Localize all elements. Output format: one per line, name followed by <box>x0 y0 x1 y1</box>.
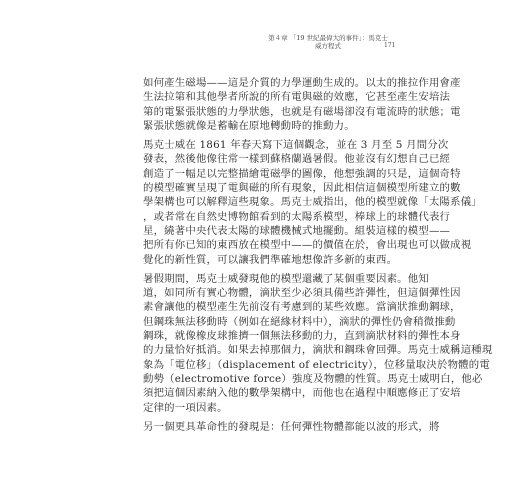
text-line: 暑假期間，馬克士威發現他的模型還藏了某個重要因素。他知 <box>143 272 429 285</box>
text-line: 鋼珠，就像橡皮球推擠一個無法移動的力，直到滴狀材料的彈性本身 <box>143 330 461 343</box>
text-line: 另一個更具革命性的發現是：任何彈性物體都能以波的形式，將 <box>143 420 440 433</box>
paragraph <box>143 420 440 434</box>
text-line: 發表，然後他像往常一樣到蘇格蘭過暑假。他並沒有幻想自己已經 <box>143 153 451 166</box>
text-line: 的力量恰好抵消。如果去掉那個力，滴狀和鋼珠會回彈。馬克士威稱這種現 <box>143 344 493 357</box>
text-line: 生法拉第和其他學者所說的所有電與磁的效應，它甚至產生安培法 <box>143 91 451 104</box>
text-line: 象為「電位移」（displacement of electricity），位移量取決於物體的電 <box>143 358 490 371</box>
text-line: 星，繞著中央代表太陽的球體機械式地擺動。組裝這樣的模型—— <box>143 224 451 237</box>
text-line: 但鋼珠無法移動時（例如在絕緣材料中），滴狀的彈性仍會稍微推動 <box>143 315 456 328</box>
text-line: 的模型確實呈現了電與磁的所有現象，因此相信這個模型所建立的數 <box>143 182 461 195</box>
text-line: 馬克士威在 1861 年春天寫下這個觀念，並在 3 月至 5 月間分次 <box>143 139 449 152</box>
page-number: 171 <box>384 42 396 49</box>
text-line: 動勢（electromotive force）強度及物體的性質。馬克士威明白，他必 <box>143 372 483 385</box>
text-line: 道，如同所有實心物體，滴狀至少必須具備些許彈性，但這個彈性因 <box>143 287 461 300</box>
running-head: 第４章 「19 世紀最偉大的事件」：馬克士威方程式 <box>268 34 388 50</box>
text-line: 把所有你已知的東西放在模型中——的價值在於，會出現也可以做成視 <box>143 239 472 252</box>
text-line: 緊張狀態就像是蓄輸在原地轉動時的推動力。 <box>143 119 355 132</box>
paragraph <box>143 272 493 415</box>
text-line: ，或者常在自然史博物館看到的太陽系模型，棒球上的球體代表行 <box>143 210 451 223</box>
text-line: 覺化的新性質，可以讓我們準確地想像許多新的東西。 <box>143 253 398 266</box>
text-line: 創造了一幅足以完整描繪電磁學的圖像，他想強調的只是，這個奇特 <box>143 167 461 180</box>
body-text <box>143 76 493 439</box>
text-line: 定律的一項因素。 <box>143 401 228 414</box>
text-line: 須把這個因素納入他的數學架構中，而他也在過程中順應修正了安培 <box>143 387 461 400</box>
text-line: 素會讓他的模型產生先前沒有考慮到的某些效應。當滴狀推動鋼球， <box>143 301 461 314</box>
paragraph <box>143 76 461 133</box>
text-line: 學架構也可以解釋這些現象。馬克士威指出，他的模型就像「太陽系儀」 <box>143 196 482 209</box>
text-line: 如何產生磁場——這是介質的力學運動生成的。以太的推拉作用會產 <box>143 77 461 89</box>
paragraph <box>143 138 482 267</box>
text-line: 第的電緊張狀態的力學狀態，也就是有磁場卻沒有電流時的狀態；電 <box>143 105 461 118</box>
